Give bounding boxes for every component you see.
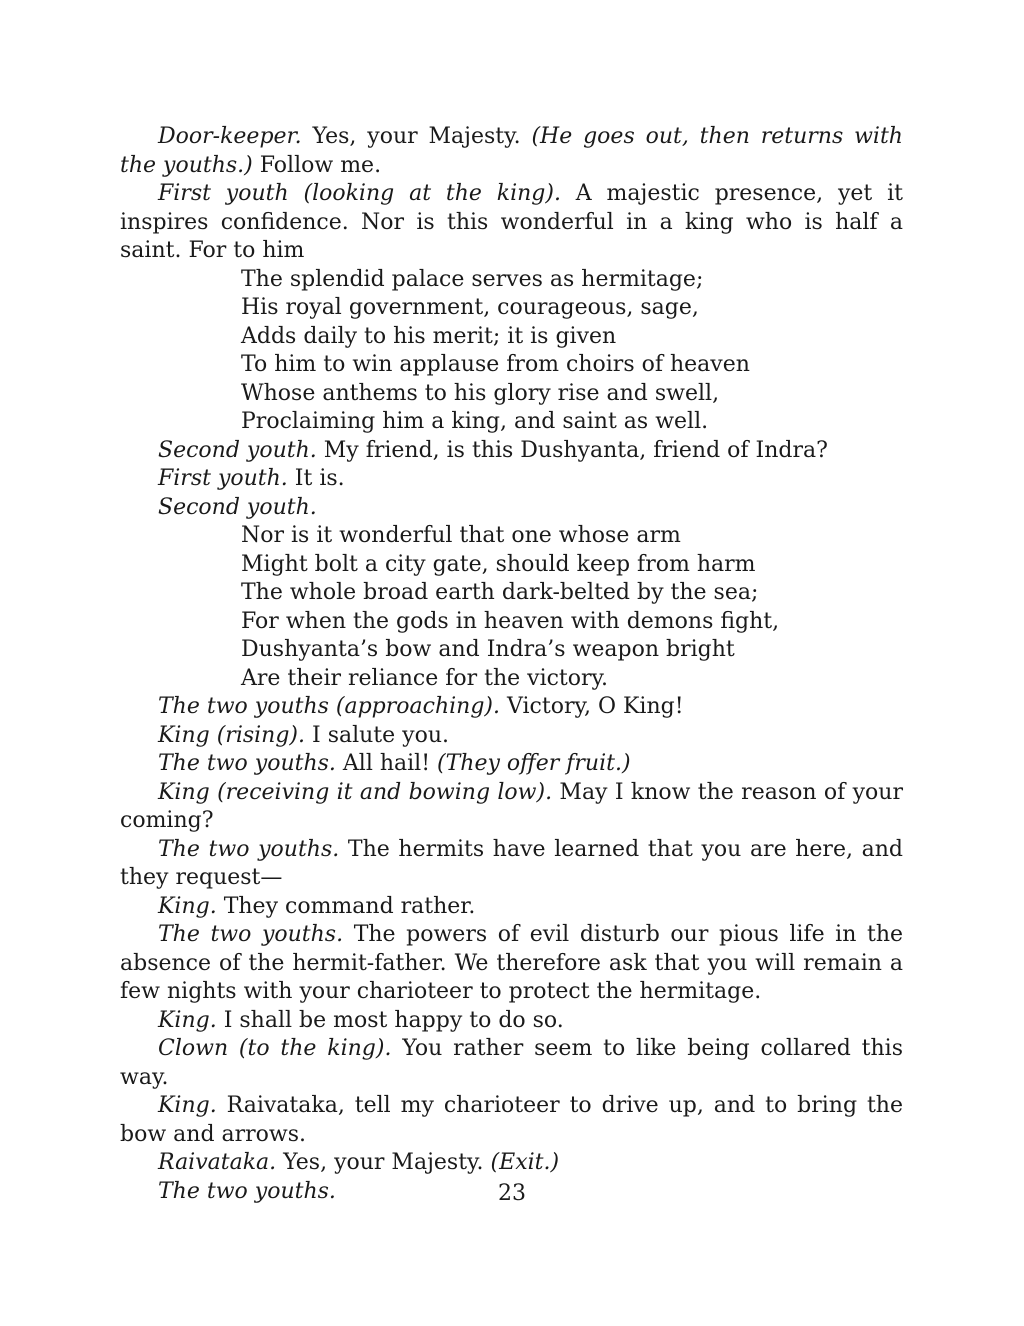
- dialogue-text: The powers of evil disturb our pious life in the absence of the hermit-father. We therefore ask that you will remain a few nights with your charioteer to protect the hermitage.: [120, 922, 904, 1004]
- verse-line: Are their reliance for the victory.: [241, 665, 609, 691]
- dialogue-paragraph: [120, 921, 903, 1007]
- speaker-label: The two youths.: [158, 751, 336, 776]
- speaker-label: King (rising).: [158, 722, 306, 748]
- dialogue-paragraph: [120, 1007, 903, 1036]
- speaker-label: Door-keeper.: [158, 124, 302, 149]
- page-number: 23: [498, 1181, 526, 1206]
- dialogue-paragraph: [120, 693, 903, 722]
- verse-line: Nor is it wonderful that one whose arm: [241, 523, 681, 548]
- dialogue-text: I shall be most happy to do so.: [216, 1007, 564, 1033]
- speaker-label: The two youths.: [158, 922, 344, 947]
- dialogue-paragraph: [120, 722, 903, 751]
- dialogue-paragraph: [120, 1035, 903, 1092]
- speaker-label: Second youth.: [158, 494, 317, 520]
- verse-block: [120, 266, 903, 437]
- speaker-label: Clown (to the king).: [158, 1036, 392, 1061]
- dialogue-paragraph: [120, 437, 903, 466]
- speaker-label: First youth.: [158, 466, 288, 491]
- speaker-label: First youth (looking at the king).: [158, 181, 561, 206]
- verse-line: His royal government, courageous, sage,: [241, 295, 699, 320]
- dialogue-text: Raivataka, tell my charioteer to drive up, and to bring the bow and arrows.: [120, 1093, 903, 1147]
- verse-line: Dushyanta’s bow and Indra’s weapon bright: [241, 637, 735, 662]
- speaker-label: The two youths (approaching).: [158, 694, 500, 719]
- stage-direction: (They offer fruit.): [437, 751, 631, 776]
- dialogue-paragraph: [120, 180, 903, 266]
- dialogue-paragraph: [120, 1149, 903, 1178]
- dialogue-paragraph: [120, 494, 903, 523]
- dialogue-text: I salute you.: [305, 722, 449, 748]
- verse-line: Whose anthems to his glory rise and swell,: [241, 380, 720, 406]
- verse-line: Proclaiming him a king, and saint as well.: [241, 409, 709, 434]
- dialogue-text: It is.: [287, 466, 345, 491]
- stage-direction: (Exit.): [490, 1150, 560, 1175]
- dialogue-paragraph: [120, 836, 903, 893]
- dialogue-paragraph: [120, 750, 903, 779]
- dialogue-text: Yes, your Majesty.: [301, 124, 532, 149]
- page-text: [120, 123, 903, 1206]
- dialogue-text: Yes, your Majesty.: [276, 1150, 491, 1175]
- speaker-label: Second youth.: [158, 437, 317, 463]
- speaker-label: Raivataka.: [158, 1150, 277, 1175]
- verse-line: The whole broad earth dark-belted by the sea;: [241, 580, 759, 605]
- dialogue-text: May I know the reason of your coming?: [120, 779, 903, 833]
- dialogue-text: A majestic presence, yet it inspires confidence. Nor is this wonderful in a king who is half a saint. For to him: [120, 181, 903, 263]
- dialogue-text: They command rather.: [216, 893, 476, 919]
- dialogue-text: All hail!: [335, 751, 438, 776]
- dialogue-text: Follow me.: [252, 152, 382, 178]
- dialogue-paragraph: [120, 1092, 903, 1149]
- stage-direction: (He goes out, then returns with the youths.): [120, 124, 903, 178]
- dialogue-text: The hermits have learned that you are here, and they request—: [120, 836, 903, 890]
- dialogue-text: You rather seem to like being collared this way.: [120, 1036, 903, 1090]
- speaker-label: King.: [158, 893, 217, 919]
- verse-line: To him to win applause from choirs of heaven: [241, 352, 750, 377]
- verse-line: The splendid palace serves as hermitage;: [241, 266, 704, 292]
- speaker-label: King.: [158, 1007, 217, 1033]
- speaker-label: King.: [158, 1093, 217, 1118]
- speaker-label: The two youths.: [158, 1178, 336, 1204]
- dialogue-text: Victory, O King!: [500, 694, 684, 719]
- speaker-label: King (receiving it and bowing low).: [158, 779, 553, 805]
- dialogue-paragraph: [120, 779, 903, 836]
- verse-line: Might bolt a city gate, should keep from harm: [241, 551, 756, 577]
- speaker-label: The two youths.: [158, 836, 340, 862]
- dialogue-paragraph: [120, 893, 903, 922]
- dialogue-paragraph: [120, 465, 903, 494]
- dialogue-text: My friend, is this Dushyanta, friend of Indra?: [316, 437, 828, 463]
- verse-line: For when the gods in heaven with demons fight,: [241, 608, 780, 634]
- verse-line: Adds daily to his merit; it is given: [241, 323, 617, 349]
- verse-block: [120, 522, 903, 693]
- dialogue-paragraph: [120, 123, 903, 180]
